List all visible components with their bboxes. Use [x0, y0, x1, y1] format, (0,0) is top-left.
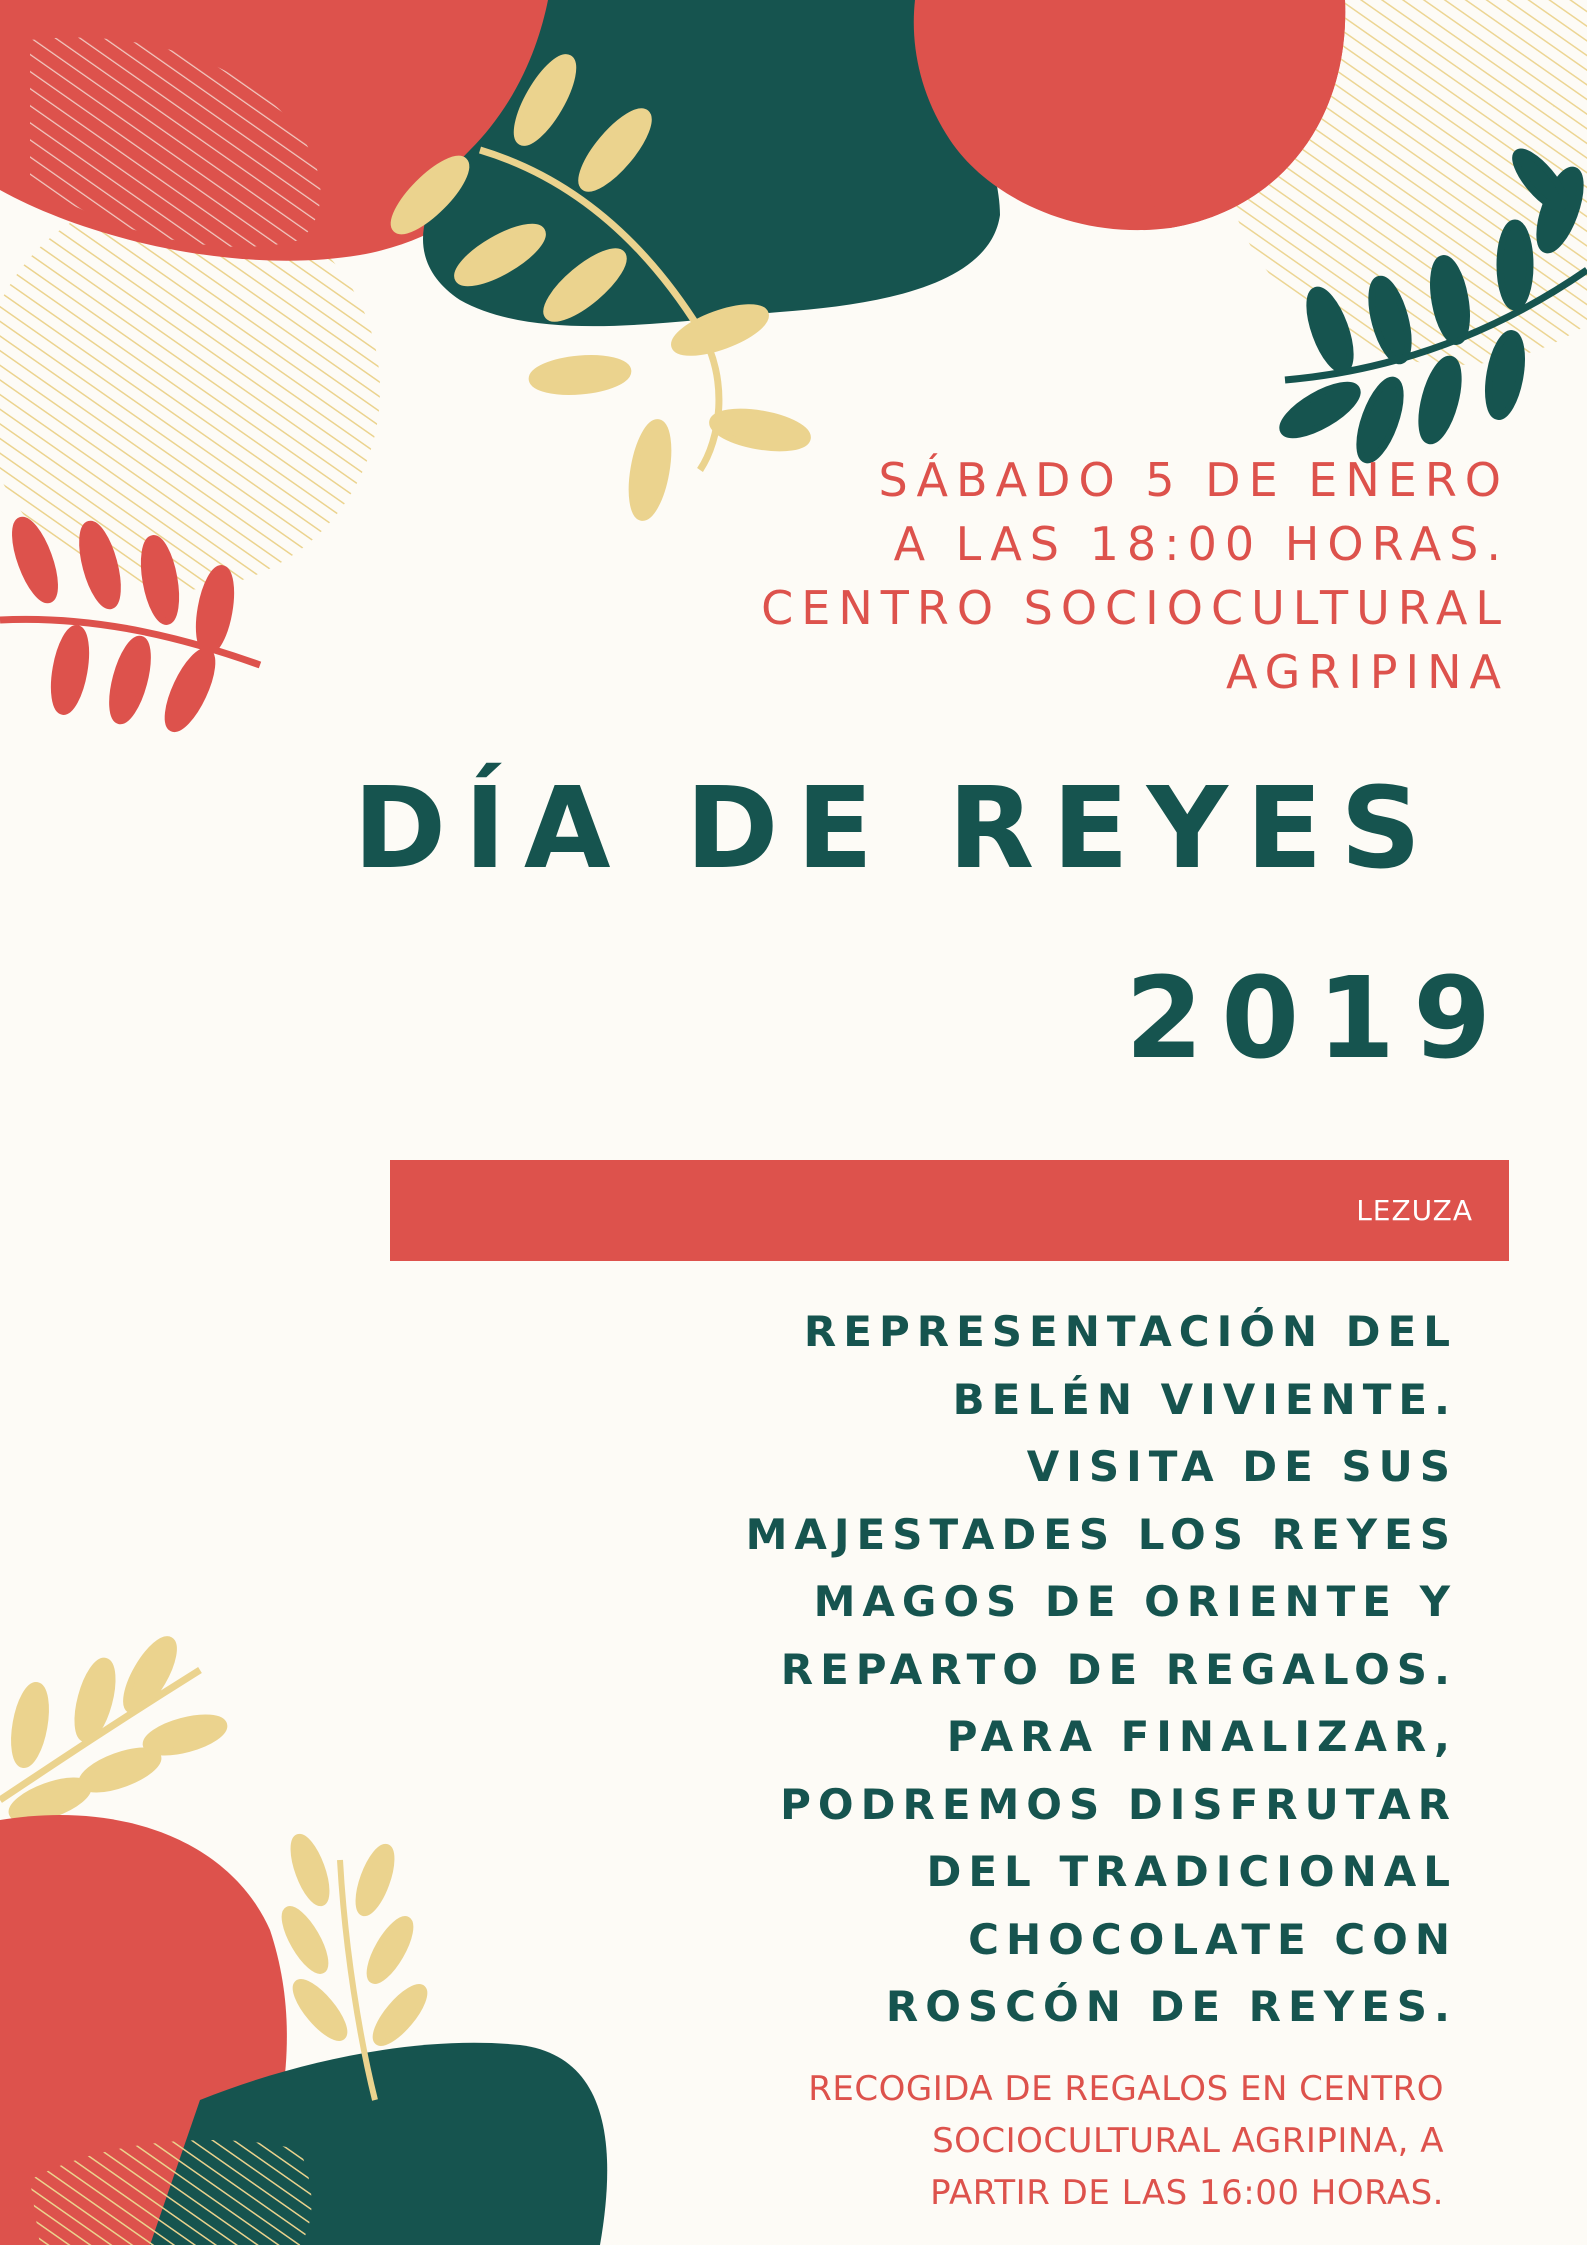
description-line: REPRESENTACIÓN DEL	[803, 1307, 1457, 1356]
description-line: MAJESTADES LOS REYES	[745, 1509, 1457, 1559]
location-banner	[390, 1160, 1509, 1261]
description-line: CHOCOLATE CON	[968, 1914, 1457, 1964]
description-line: MAGOS DE ORIENTE Y	[813, 1577, 1457, 1626]
page-title-year: 2019	[1125, 954, 1509, 1084]
sand-branch-bottom-left	[0, 1633, 227, 1826]
note-line: PARTIR DE LAS 16:00 HORAS.	[930, 2173, 1444, 2213]
note-line: RECOGIDA DE REGALOS EN CENTRO	[808, 2069, 1444, 2109]
description-line: REPARTO DE REGALOS.	[780, 1644, 1457, 1694]
description-line: DEL TRADICIONAL	[926, 1847, 1457, 1896]
location-label: LEZUZA	[1356, 1194, 1473, 1227]
event-info	[609, 448, 1509, 704]
description-line: PARA FINALIZAR,	[946, 1712, 1457, 1761]
event-time: A LAS 18:00 HORAS.	[893, 517, 1509, 571]
description-line: PODREMOS DISFRUTAR	[780, 1779, 1457, 1829]
event-venue-name: AGRIPINA	[1225, 645, 1509, 699]
event-description	[557, 1298, 1457, 2041]
description-line: VISITA DE SUS	[1026, 1442, 1457, 1491]
description-line: ROSCÓN DE REYES.	[885, 1982, 1457, 2031]
note-line: SOCIOCULTURAL AGRIPINA, A	[932, 2121, 1444, 2161]
event-date: SÁBADO 5 DE ENERO	[878, 453, 1509, 507]
gift-pickup-note	[544, 2063, 1444, 2219]
page-title: DÍA DE REYES	[353, 764, 1439, 894]
event-venue: CENTRO SOCIOCULTURAL	[761, 581, 1509, 635]
description-line: BELÉN VIVIENTE.	[952, 1374, 1457, 1424]
